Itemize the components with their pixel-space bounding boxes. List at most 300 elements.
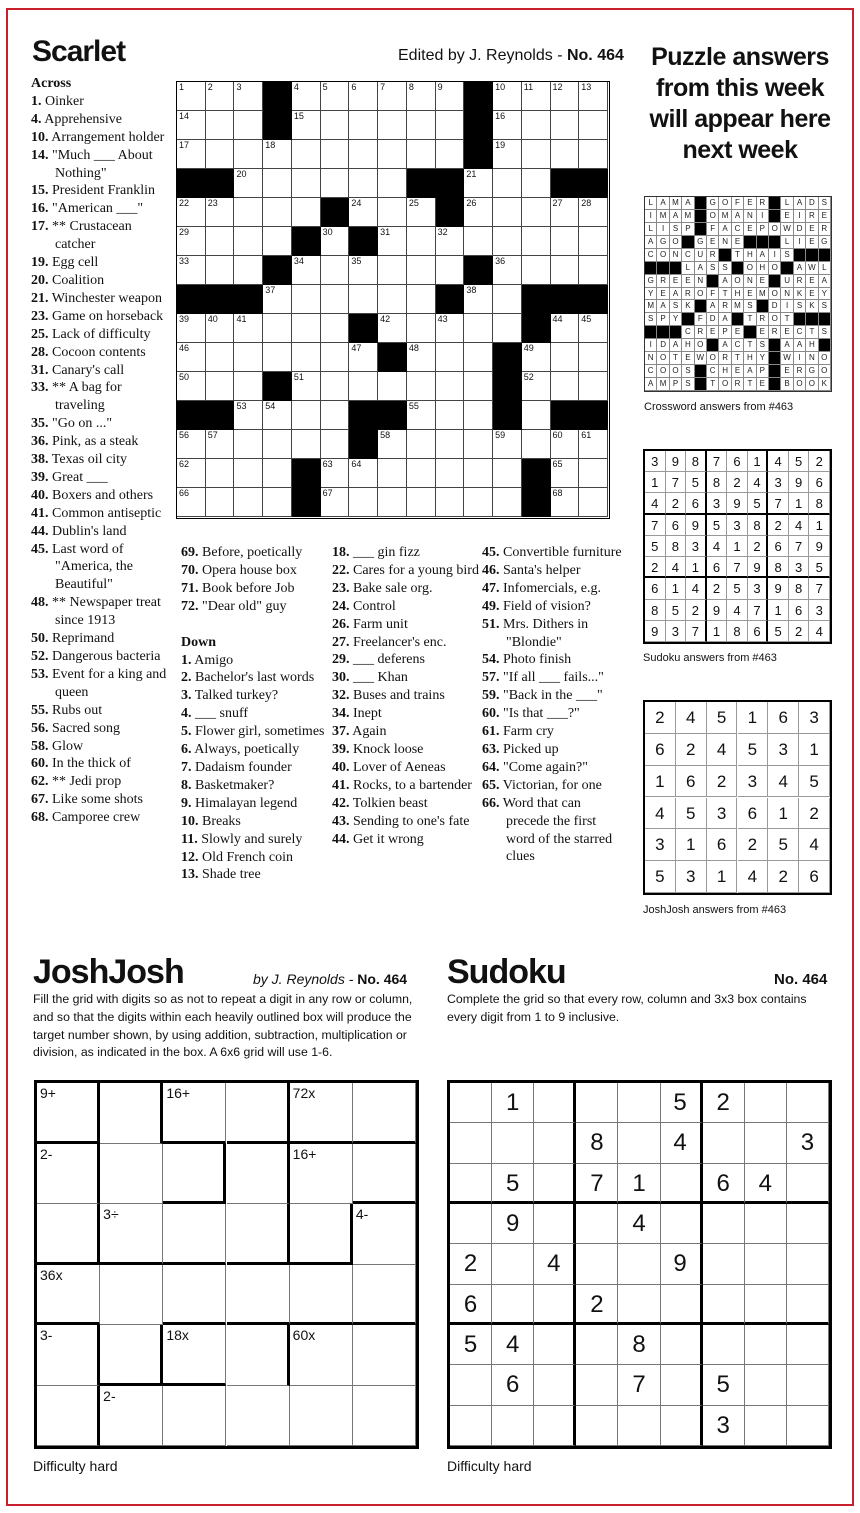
joshjosh-cell[interactable]	[353, 1083, 416, 1144]
crossword-cell[interactable]	[206, 198, 235, 227]
crossword-cell[interactable]	[493, 169, 522, 198]
sudoku-cell[interactable]	[534, 1123, 576, 1163]
crossword-cell[interactable]	[321, 140, 350, 169]
joshjosh-cell[interactable]	[227, 1204, 290, 1265]
crossword-cell[interactable]	[177, 343, 206, 372]
crossword-cell[interactable]	[436, 256, 465, 285]
sudoku-cell[interactable]	[661, 1164, 703, 1204]
crossword-cell[interactable]	[464, 343, 493, 372]
crossword-cell[interactable]	[551, 459, 580, 488]
crossword-cell[interactable]	[321, 111, 350, 140]
sudoku-cell[interactable]	[745, 1325, 787, 1365]
sudoku-cell[interactable]	[492, 1083, 534, 1123]
sudoku-cell[interactable]	[576, 1164, 618, 1204]
crossword-cell[interactable]	[551, 140, 580, 169]
joshjosh-cell[interactable]	[290, 1386, 353, 1447]
crossword-cell[interactable]	[206, 314, 235, 343]
sudoku-cell[interactable]	[703, 1365, 745, 1405]
crossword-cell[interactable]	[349, 169, 378, 198]
sudoku-cell[interactable]	[450, 1285, 492, 1325]
sudoku-cell[interactable]	[703, 1406, 745, 1446]
crossword-cell[interactable]	[464, 285, 493, 314]
crossword-cell[interactable]	[206, 343, 235, 372]
crossword-cell[interactable]	[234, 430, 263, 459]
sudoku-cell[interactable]	[492, 1244, 534, 1284]
crossword-cell[interactable]	[206, 430, 235, 459]
crossword-cell[interactable]	[579, 430, 608, 459]
crossword-cell[interactable]	[378, 285, 407, 314]
joshjosh-cell[interactable]	[227, 1083, 290, 1144]
crossword-cell[interactable]	[378, 111, 407, 140]
sudoku-cell[interactable]	[618, 1164, 660, 1204]
crossword-cell[interactable]	[579, 459, 608, 488]
crossword-cell[interactable]	[407, 140, 436, 169]
sudoku-cell[interactable]	[661, 1083, 703, 1123]
crossword-cell[interactable]	[378, 256, 407, 285]
crossword-cell[interactable]	[579, 488, 608, 517]
sudoku-cell[interactable]	[492, 1365, 534, 1405]
crossword-cell[interactable]	[407, 227, 436, 256]
crossword-cell[interactable]	[349, 140, 378, 169]
joshjosh-cell[interactable]	[163, 1144, 226, 1205]
crossword-cell[interactable]	[263, 343, 292, 372]
sudoku-cell[interactable]	[492, 1123, 534, 1163]
crossword-cell[interactable]	[464, 430, 493, 459]
crossword-cell[interactable]	[493, 227, 522, 256]
joshjosh-cell[interactable]	[163, 1265, 226, 1326]
sudoku-cell[interactable]	[534, 1365, 576, 1405]
joshjosh-cell[interactable]	[227, 1265, 290, 1326]
crossword-cell[interactable]	[292, 82, 321, 111]
crossword-cell[interactable]	[177, 314, 206, 343]
crossword-cell[interactable]	[579, 372, 608, 401]
crossword-cell[interactable]	[464, 401, 493, 430]
crossword-cell[interactable]	[321, 488, 350, 517]
crossword-cell[interactable]	[464, 198, 493, 227]
crossword-cell[interactable]	[522, 372, 551, 401]
crossword-cell[interactable]	[522, 227, 551, 256]
crossword-cell[interactable]	[522, 82, 551, 111]
crossword-cell[interactable]	[349, 111, 378, 140]
crossword-cell[interactable]	[407, 459, 436, 488]
crossword-cell[interactable]	[263, 401, 292, 430]
crossword-cell[interactable]	[551, 430, 580, 459]
crossword-cell[interactable]	[234, 140, 263, 169]
crossword-cell[interactable]	[436, 459, 465, 488]
sudoku-cell[interactable]	[787, 1244, 829, 1284]
crossword-cell[interactable]	[321, 82, 350, 111]
sudoku-cell[interactable]	[576, 1083, 618, 1123]
joshjosh-cell[interactable]	[227, 1386, 290, 1447]
crossword-cell[interactable]	[579, 314, 608, 343]
crossword-cell[interactable]	[579, 140, 608, 169]
crossword-cell[interactable]	[321, 430, 350, 459]
crossword-cell[interactable]	[321, 343, 350, 372]
crossword-cell[interactable]	[206, 256, 235, 285]
sudoku-cell[interactable]	[492, 1325, 534, 1365]
joshjosh-cell[interactable]	[37, 1204, 100, 1265]
crossword-cell[interactable]	[522, 430, 551, 459]
crossword-cell[interactable]	[263, 459, 292, 488]
crossword-cell[interactable]	[378, 227, 407, 256]
sudoku-cell[interactable]	[492, 1406, 534, 1446]
crossword-cell[interactable]	[263, 169, 292, 198]
sudoku-cell[interactable]	[534, 1083, 576, 1123]
sudoku-cell[interactable]	[787, 1285, 829, 1325]
crossword-cell[interactable]	[378, 198, 407, 227]
crossword-cell[interactable]	[177, 82, 206, 111]
crossword-cell[interactable]	[292, 140, 321, 169]
crossword-cell[interactable]	[522, 401, 551, 430]
sudoku-cell[interactable]	[450, 1164, 492, 1204]
crossword-cell[interactable]	[378, 82, 407, 111]
joshjosh-cell[interactable]	[37, 1265, 100, 1326]
crossword-cell[interactable]	[436, 314, 465, 343]
crossword-cell[interactable]	[206, 140, 235, 169]
sudoku-cell[interactable]	[745, 1244, 787, 1284]
crossword-cell[interactable]	[551, 111, 580, 140]
joshjosh-grid[interactable]	[34, 1080, 419, 1449]
crossword-cell[interactable]	[493, 140, 522, 169]
crossword-cell[interactable]	[436, 111, 465, 140]
sudoku-cell[interactable]	[534, 1164, 576, 1204]
crossword-cell[interactable]	[407, 430, 436, 459]
crossword-cell[interactable]	[177, 459, 206, 488]
crossword-cell[interactable]	[263, 488, 292, 517]
crossword-cell[interactable]	[522, 256, 551, 285]
crossword-cell[interactable]	[349, 82, 378, 111]
crossword-cell[interactable]	[407, 314, 436, 343]
crossword-cell[interactable]	[263, 285, 292, 314]
crossword-cell[interactable]	[378, 430, 407, 459]
crossword-cell[interactable]	[263, 140, 292, 169]
crossword-cell[interactable]	[177, 198, 206, 227]
joshjosh-cell[interactable]	[100, 1083, 163, 1144]
sudoku-cell[interactable]	[534, 1204, 576, 1244]
crossword-cell[interactable]	[263, 227, 292, 256]
crossword-cell[interactable]	[522, 343, 551, 372]
crossword-cell[interactable]	[292, 169, 321, 198]
joshjosh-cell[interactable]	[37, 1144, 100, 1205]
crossword-cell[interactable]	[378, 372, 407, 401]
crossword-cell[interactable]	[321, 227, 350, 256]
joshjosh-cell[interactable]	[100, 1265, 163, 1326]
sudoku-cell[interactable]	[703, 1325, 745, 1365]
crossword-cell[interactable]	[436, 372, 465, 401]
sudoku-cell[interactable]	[450, 1204, 492, 1244]
crossword-cell[interactable]	[407, 256, 436, 285]
joshjosh-cell[interactable]	[100, 1386, 163, 1447]
joshjosh-cell[interactable]	[290, 1083, 353, 1144]
crossword-cell[interactable]	[292, 430, 321, 459]
sudoku-cell[interactable]	[576, 1123, 618, 1163]
sudoku-cell[interactable]	[618, 1325, 660, 1365]
joshjosh-cell[interactable]	[353, 1265, 416, 1326]
joshjosh-cell[interactable]	[290, 1265, 353, 1326]
joshjosh-cell[interactable]	[100, 1144, 163, 1205]
joshjosh-cell[interactable]	[163, 1083, 226, 1144]
crossword-cell[interactable]	[292, 372, 321, 401]
crossword-cell[interactable]	[579, 111, 608, 140]
sudoku-cell[interactable]	[787, 1406, 829, 1446]
crossword-cell[interactable]	[206, 111, 235, 140]
crossword-cell[interactable]	[321, 401, 350, 430]
sudoku-cell[interactable]	[703, 1083, 745, 1123]
crossword-cell[interactable]	[177, 140, 206, 169]
sudoku-cell[interactable]	[661, 1244, 703, 1284]
crossword-cell[interactable]	[436, 488, 465, 517]
joshjosh-cell[interactable]	[37, 1386, 100, 1447]
sudoku-cell[interactable]	[661, 1123, 703, 1163]
crossword-cell[interactable]	[464, 169, 493, 198]
joshjosh-cell[interactable]	[227, 1144, 290, 1205]
crossword-cell[interactable]	[177, 227, 206, 256]
crossword-cell[interactable]	[436, 430, 465, 459]
crossword-cell[interactable]	[493, 488, 522, 517]
sudoku-cell[interactable]	[618, 1365, 660, 1405]
crossword-cell[interactable]	[234, 343, 263, 372]
sudoku-cell[interactable]	[745, 1164, 787, 1204]
sudoku-cell[interactable]	[576, 1244, 618, 1284]
sudoku-cell[interactable]	[661, 1285, 703, 1325]
sudoku-cell[interactable]	[618, 1204, 660, 1244]
sudoku-cell[interactable]	[703, 1164, 745, 1204]
crossword-cell[interactable]	[177, 256, 206, 285]
crossword-cell[interactable]	[579, 343, 608, 372]
crossword-cell[interactable]	[579, 256, 608, 285]
sudoku-cell[interactable]	[745, 1365, 787, 1405]
crossword-cell[interactable]	[551, 314, 580, 343]
crossword-cell[interactable]	[493, 198, 522, 227]
sudoku-cell[interactable]	[576, 1325, 618, 1365]
crossword-grid[interactable]	[176, 81, 610, 519]
crossword-cell[interactable]	[407, 343, 436, 372]
crossword-cell[interactable]	[321, 459, 350, 488]
sudoku-cell[interactable]	[450, 1325, 492, 1365]
sudoku-cell[interactable]	[661, 1204, 703, 1244]
crossword-cell[interactable]	[321, 169, 350, 198]
crossword-cell[interactable]	[292, 401, 321, 430]
crossword-cell[interactable]	[292, 343, 321, 372]
crossword-cell[interactable]	[349, 343, 378, 372]
crossword-cell[interactable]	[378, 140, 407, 169]
crossword-cell[interactable]	[551, 488, 580, 517]
crossword-cell[interactable]	[234, 169, 263, 198]
crossword-cell[interactable]	[292, 285, 321, 314]
crossword-cell[interactable]	[493, 314, 522, 343]
crossword-cell[interactable]	[579, 82, 608, 111]
crossword-cell[interactable]	[206, 82, 235, 111]
joshjosh-cell[interactable]	[353, 1386, 416, 1447]
crossword-cell[interactable]	[177, 111, 206, 140]
sudoku-cell[interactable]	[661, 1325, 703, 1365]
joshjosh-cell[interactable]	[290, 1144, 353, 1205]
crossword-cell[interactable]	[349, 372, 378, 401]
crossword-cell[interactable]	[321, 372, 350, 401]
crossword-cell[interactable]	[321, 314, 350, 343]
joshjosh-cell[interactable]	[227, 1325, 290, 1386]
sudoku-cell[interactable]	[576, 1204, 618, 1244]
crossword-cell[interactable]	[464, 227, 493, 256]
sudoku-cell[interactable]	[703, 1285, 745, 1325]
crossword-cell[interactable]	[551, 372, 580, 401]
crossword-cell[interactable]	[349, 256, 378, 285]
joshjosh-cell[interactable]	[37, 1325, 100, 1386]
sudoku-cell[interactable]	[703, 1244, 745, 1284]
joshjosh-cell[interactable]	[353, 1204, 416, 1265]
crossword-cell[interactable]	[234, 488, 263, 517]
crossword-cell[interactable]	[436, 227, 465, 256]
crossword-cell[interactable]	[234, 227, 263, 256]
crossword-cell[interactable]	[436, 82, 465, 111]
crossword-cell[interactable]	[263, 198, 292, 227]
sudoku-cell[interactable]	[787, 1204, 829, 1244]
crossword-cell[interactable]	[349, 488, 378, 517]
crossword-cell[interactable]	[522, 111, 551, 140]
crossword-cell[interactable]	[522, 169, 551, 198]
sudoku-grid[interactable]	[447, 1080, 832, 1449]
crossword-cell[interactable]	[378, 169, 407, 198]
sudoku-cell[interactable]	[787, 1123, 829, 1163]
sudoku-cell[interactable]	[492, 1164, 534, 1204]
crossword-cell[interactable]	[551, 82, 580, 111]
crossword-cell[interactable]	[206, 488, 235, 517]
crossword-cell[interactable]	[349, 459, 378, 488]
sudoku-cell[interactable]	[703, 1204, 745, 1244]
sudoku-cell[interactable]	[492, 1204, 534, 1244]
crossword-cell[interactable]	[579, 198, 608, 227]
crossword-cell[interactable]	[234, 314, 263, 343]
sudoku-cell[interactable]	[745, 1204, 787, 1244]
crossword-cell[interactable]	[263, 314, 292, 343]
sudoku-cell[interactable]	[661, 1406, 703, 1446]
crossword-cell[interactable]	[321, 285, 350, 314]
crossword-cell[interactable]	[436, 401, 465, 430]
sudoku-cell[interactable]	[787, 1164, 829, 1204]
sudoku-cell[interactable]	[703, 1123, 745, 1163]
joshjosh-cell[interactable]	[163, 1204, 226, 1265]
crossword-cell[interactable]	[292, 256, 321, 285]
sudoku-cell[interactable]	[745, 1406, 787, 1446]
sudoku-cell[interactable]	[450, 1406, 492, 1446]
joshjosh-cell[interactable]	[100, 1204, 163, 1265]
crossword-cell[interactable]	[234, 256, 263, 285]
sudoku-cell[interactable]	[745, 1285, 787, 1325]
crossword-cell[interactable]	[551, 227, 580, 256]
crossword-cell[interactable]	[493, 111, 522, 140]
joshjosh-cell[interactable]	[100, 1325, 163, 1386]
crossword-cell[interactable]	[234, 198, 263, 227]
sudoku-cell[interactable]	[618, 1406, 660, 1446]
sudoku-cell[interactable]	[492, 1285, 534, 1325]
sudoku-cell[interactable]	[745, 1083, 787, 1123]
crossword-cell[interactable]	[493, 459, 522, 488]
crossword-cell[interactable]	[407, 285, 436, 314]
crossword-cell[interactable]	[493, 82, 522, 111]
sudoku-cell[interactable]	[787, 1083, 829, 1123]
crossword-cell[interactable]	[493, 256, 522, 285]
crossword-cell[interactable]	[407, 401, 436, 430]
sudoku-cell[interactable]	[745, 1123, 787, 1163]
sudoku-cell[interactable]	[534, 1325, 576, 1365]
crossword-cell[interactable]	[234, 372, 263, 401]
crossword-cell[interactable]	[378, 488, 407, 517]
sudoku-cell[interactable]	[534, 1406, 576, 1446]
sudoku-cell[interactable]	[787, 1325, 829, 1365]
sudoku-cell[interactable]	[450, 1083, 492, 1123]
sudoku-cell[interactable]	[618, 1083, 660, 1123]
crossword-cell[interactable]	[551, 256, 580, 285]
crossword-cell[interactable]	[407, 488, 436, 517]
sudoku-cell[interactable]	[661, 1365, 703, 1405]
crossword-cell[interactable]	[522, 140, 551, 169]
crossword-cell[interactable]	[436, 140, 465, 169]
sudoku-cell[interactable]	[618, 1285, 660, 1325]
crossword-cell[interactable]	[177, 488, 206, 517]
sudoku-cell[interactable]	[576, 1406, 618, 1446]
sudoku-cell[interactable]	[576, 1285, 618, 1325]
sudoku-cell[interactable]	[534, 1285, 576, 1325]
crossword-cell[interactable]	[378, 459, 407, 488]
joshjosh-cell[interactable]	[353, 1325, 416, 1386]
crossword-cell[interactable]	[407, 372, 436, 401]
joshjosh-cell[interactable]	[163, 1386, 226, 1447]
crossword-cell[interactable]	[206, 459, 235, 488]
crossword-cell[interactable]	[349, 198, 378, 227]
crossword-cell[interactable]	[493, 285, 522, 314]
sudoku-cell[interactable]	[450, 1365, 492, 1405]
joshjosh-cell[interactable]	[163, 1325, 226, 1386]
sudoku-cell[interactable]	[787, 1365, 829, 1405]
crossword-cell[interactable]	[493, 430, 522, 459]
crossword-cell[interactable]	[464, 314, 493, 343]
crossword-cell[interactable]	[378, 314, 407, 343]
joshjosh-cell[interactable]	[37, 1083, 100, 1144]
crossword-cell[interactable]	[522, 198, 551, 227]
crossword-cell[interactable]	[292, 198, 321, 227]
crossword-cell[interactable]	[579, 227, 608, 256]
crossword-cell[interactable]	[177, 430, 206, 459]
crossword-cell[interactable]	[234, 401, 263, 430]
crossword-cell[interactable]	[292, 314, 321, 343]
crossword-cell[interactable]	[206, 227, 235, 256]
sudoku-cell[interactable]	[450, 1244, 492, 1284]
crossword-cell[interactable]	[551, 198, 580, 227]
sudoku-cell[interactable]	[618, 1244, 660, 1284]
crossword-cell[interactable]	[464, 459, 493, 488]
crossword-cell[interactable]	[321, 256, 350, 285]
crossword-cell[interactable]	[464, 372, 493, 401]
joshjosh-cell[interactable]	[290, 1325, 353, 1386]
crossword-cell[interactable]	[206, 372, 235, 401]
crossword-cell[interactable]	[234, 82, 263, 111]
joshjosh-cell[interactable]	[290, 1204, 353, 1265]
sudoku-cell[interactable]	[534, 1244, 576, 1284]
crossword-cell[interactable]	[407, 198, 436, 227]
crossword-cell[interactable]	[407, 111, 436, 140]
crossword-cell[interactable]	[349, 285, 378, 314]
crossword-cell[interactable]	[436, 343, 465, 372]
crossword-cell[interactable]	[234, 459, 263, 488]
crossword-cell[interactable]	[407, 82, 436, 111]
crossword-cell[interactable]	[292, 111, 321, 140]
sudoku-cell[interactable]	[450, 1123, 492, 1163]
crossword-cell[interactable]	[263, 430, 292, 459]
crossword-cell[interactable]	[177, 372, 206, 401]
crossword-cell[interactable]	[464, 488, 493, 517]
sudoku-cell[interactable]	[576, 1365, 618, 1405]
crossword-cell[interactable]	[551, 343, 580, 372]
